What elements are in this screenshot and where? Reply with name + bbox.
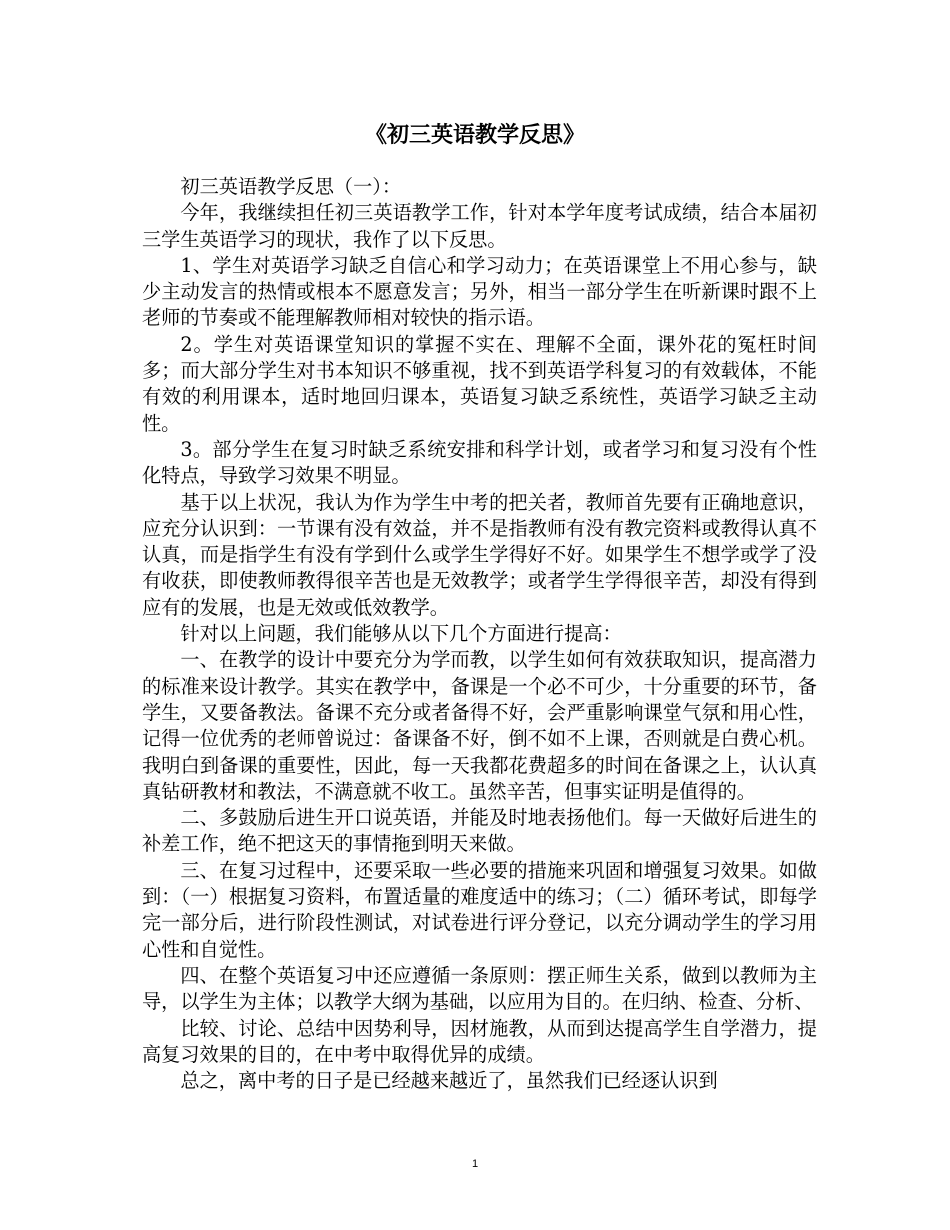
paragraph: 初三英语教学反思（一）： (180, 175, 402, 198)
page-number: 1 (471, 1158, 479, 1170)
document-title: 《初三英语教学反思》 (364, 123, 585, 148)
paragraph: 总之，离中考的日子是已经越来越近了，虽然我们已经逐认识到 (180, 1069, 718, 1093)
paragraph: 二、多鼓励后进生开口说英语，并能及时地表扬他们。每一天做好后进生的补差工作，绝不把这天的事情拖到明天来做。 (142, 806, 817, 856)
paragraph: 1、学生对英语学习缺乏自信心和学习动力；在英语课堂上不用心参与，缺少主动发言的热情或根本不愿意发言；另外，相当一部分学生在听新课时跟不上老师的节奏或不能理解教师相对较快的指示语。 (142, 253, 817, 330)
paragraph: 一、在教学的设计中要充分为学而教，以学生如何有效获取知识，提高潜力的标准来设计教学。其实在教学中，备课是一个必不可少，十分重要的环节，备学生，又要备教法。备课不充分或者备得不好，会严重影响课堂气氛和用心性，记得一位优秀的老师曾说过：备课备不好，倒不如不上课，否则就是白费心机。我明白到备课的重要性，因此，每一天我都花费超多的时间在备课之上，认认真真钻研教材和教法，不满意就不收工。虽然辛苦，但事实证明是值得的。 (142, 648, 817, 803)
paragraph: 2。学生对英语课堂知识的掌握不实在、理解不全面，课外花的冤枉时间多；而大部分学生对书本知识不够重视，找不到英语学科复习的有效载体，不能有效的利用课本，适时地回归课本，英语复习缺乏系统性，英语学习缺乏主动性。 (142, 332, 817, 435)
paragraph: 针对以上问题，我们能够从以下几个方面进行提高： (180, 622, 622, 646)
paragraph: 四、在整个英语复习中还应遵循一条原则：摆正师生关系，做到以教师为主导，以学生为主体；以教学大纲为基础，以应用为目的。在归纳、检查、分析、 (142, 963, 817, 1014)
paragraph: 比较、讨论、总结中因势利导，因材施教，从而到达提高学生自学潜力，提高复习效果的目的，在中考中取得优异的成绩。 (142, 1016, 817, 1066)
paragraph: 三、在复习过程中，还要采取一些必要的措施来巩固和增强复习效果。如做到：（一）根据复习资料，布置适量的难度适中的练习；（二）循环考试，即每学完一部分后，进行阶段性测试，对试卷进行评分登记，以充分调动学生的学习用心性和自觉性。 (142, 858, 817, 961)
document-body (142, 174, 817, 1094)
paragraph: 基于以上状况，我认为作为学生中考的把关者，教师首先要有正确地意识，应充分认识到：一节课有没有效益，并不是指教师有没有教完资料或教得认真不认真，而是指学生有没有学到什么或学生学得好不好。如果学生不想学或学了没有收获，即使教师教得很辛苦也是无效教学；或者学生学得很辛苦，却没有得到应有的发展，也是无效或低效教学。 (142, 490, 817, 619)
paragraph: 今年，我继续担任初三英语教学工作，针对本学年度考试成绩，结合本届初三学生英语学习的现状，我作了以下反思。 (142, 201, 817, 251)
paragraph: 3。部分学生在复习时缺乏系统安排和科学计划，或者学习和复习没有个性化特点，导致学习效果不明显。 (142, 437, 817, 488)
